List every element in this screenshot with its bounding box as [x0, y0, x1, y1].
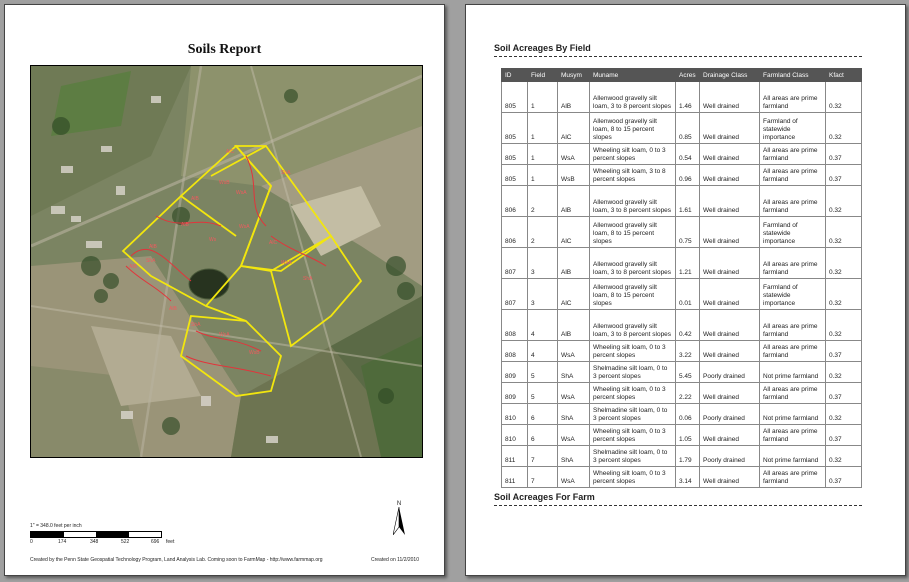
- north-arrow-icon: [393, 507, 405, 535]
- table-cell-farmland: All areas are prime farmland: [760, 467, 826, 488]
- scale-tick-labels: [30, 538, 180, 546]
- table-cell-muname: Allenwood gravelly silt loam, 3 to 8 percent slopes: [590, 248, 676, 279]
- table-cell-field: 6: [528, 404, 558, 425]
- table-cell-id: 810: [502, 404, 528, 425]
- table-cell-field: 4: [528, 341, 558, 362]
- map-label: WsA: [281, 260, 292, 266]
- column-header: ID: [502, 69, 528, 82]
- scale-tick: feet: [166, 539, 175, 545]
- table-row: [502, 165, 862, 186]
- table-cell-farmland: All areas are prime farmland: [760, 165, 826, 186]
- table-cell-drainage: Well drained: [700, 467, 760, 488]
- table-cell-id: 806: [502, 217, 528, 248]
- credit-text: Created by the Penn State Geospatial Technology Program, Land Analysis Lab. Coming soon to FarmMap - http://www.farmmap.org: [30, 557, 323, 563]
- table-cell-kfact: 0.37: [826, 425, 862, 446]
- table-cell-drainage: Poorly drained: [700, 446, 760, 467]
- scale-tick: 522: [121, 539, 130, 545]
- map-label: AlB: [149, 244, 157, 250]
- table-cell-field: 7: [528, 446, 558, 467]
- table-cell-kfact: 0.32: [826, 279, 862, 310]
- table-cell-farmland: All areas are prime farmland: [760, 186, 826, 217]
- table-cell-drainage: Well drained: [700, 279, 760, 310]
- table-cell-field: 2: [528, 217, 558, 248]
- scale-tick: 348: [90, 539, 99, 545]
- table-cell-musym: ShA: [558, 446, 590, 467]
- table-row: [502, 310, 862, 341]
- table-row: [502, 279, 862, 310]
- table-cell-muname: Shelmadine silt loam, 0 to 3 percent slopes: [590, 404, 676, 425]
- table-cell-musym: AlB: [558, 248, 590, 279]
- scale-bar: [30, 531, 162, 538]
- table-cell-kfact: 0.37: [826, 144, 862, 165]
- report-page-table: [465, 4, 906, 576]
- column-header: Kfact: [826, 69, 862, 82]
- table-cell-acres: 3.22: [676, 341, 700, 362]
- table-cell-acres: 1.21: [676, 248, 700, 279]
- table-cell-acres: 1.46: [676, 82, 700, 113]
- table-cell-acres: 0.01: [676, 279, 700, 310]
- table-cell-musym: WsB: [558, 165, 590, 186]
- table-cell-musym: WsA: [558, 383, 590, 404]
- table-row: [502, 362, 862, 383]
- table-cell-farmland: All areas are prime farmland: [760, 248, 826, 279]
- table-cell-field: 5: [528, 383, 558, 404]
- table-cell-id: 809: [502, 383, 528, 404]
- table-cell-field: 1: [528, 144, 558, 165]
- map-label: WsA: [239, 224, 250, 230]
- table-row: [502, 82, 862, 113]
- map-label: AlB: [181, 222, 189, 228]
- table-cell-muname: Shelmadine silt loam, 0 to 3 percent slopes: [590, 362, 676, 383]
- created-date: Created on 11/2/2010: [370, 557, 419, 563]
- table-cell-farmland: Not prime farmland: [760, 362, 826, 383]
- table-row: [502, 144, 862, 165]
- map-label: ShA: [281, 170, 291, 176]
- map-label: ShA: [191, 322, 201, 328]
- table-cell-drainage: Well drained: [700, 383, 760, 404]
- aerial-map[interactable]: [30, 65, 423, 458]
- table-cell-field: 6: [528, 425, 558, 446]
- table-cell-kfact: 0.32: [826, 404, 862, 425]
- report-title: Soils Report: [187, 42, 262, 57]
- table-row: [502, 217, 862, 248]
- table-cell-muname: Allenwood gravelly silt loam, 8 to 15 percent slopes: [590, 279, 676, 310]
- map-label: AlC: [226, 149, 235, 155]
- table-cell-muname: Wheeling silt loam, 0 to 3 percent slopes: [590, 425, 676, 446]
- table-cell-musym: AlB: [558, 310, 590, 341]
- table-cell-farmland: Not prime farmland: [760, 404, 826, 425]
- column-header: Acres: [676, 69, 700, 82]
- scale-tick: 0: [30, 539, 33, 545]
- map-label: WsB: [249, 350, 260, 356]
- table-cell-drainage: Well drained: [700, 144, 760, 165]
- table-cell-musym: WsA: [558, 144, 590, 165]
- table-cell-muname: Wheeling silt loam, 0 to 3 percent slopes: [590, 383, 676, 404]
- table-cell-acres: 5.45: [676, 362, 700, 383]
- table-row: [502, 248, 862, 279]
- table-cell-farmland: All areas are prime farmland: [760, 425, 826, 446]
- table-cell-muname: Wheeling silt loam, 0 to 3 percent slopes: [590, 144, 676, 165]
- table-cell-field: 7: [528, 467, 558, 488]
- table-row: [502, 186, 862, 217]
- table-cell-drainage: Well drained: [700, 186, 760, 217]
- table-cell-acres: 0.06: [676, 404, 700, 425]
- table-cell-id: 811: [502, 446, 528, 467]
- table-cell-farmland: Farmland of statewide importance: [760, 279, 826, 310]
- divider: [494, 505, 862, 506]
- table-cell-musym: ShA: [558, 362, 590, 383]
- column-header: Muname: [590, 69, 676, 82]
- table-cell-kfact: 0.32: [826, 186, 862, 217]
- report-page-map: [4, 4, 445, 576]
- scale-bar-block: [30, 523, 180, 546]
- section-title-by-field: Soil Acreages By Field: [494, 43, 591, 53]
- table-cell-id: 808: [502, 310, 528, 341]
- column-header: Drainage Class: [700, 69, 760, 82]
- table-cell-muname: Wheeling silt loam, 0 to 3 percent slopes: [590, 467, 676, 488]
- table-cell-id: 810: [502, 425, 528, 446]
- table-cell-acres: 3.14: [676, 467, 700, 488]
- table-cell-id: 807: [502, 279, 528, 310]
- table-cell-id: 806: [502, 186, 528, 217]
- table-cell-farmland: Farmland of statewide importance: [760, 113, 826, 144]
- table-cell-drainage: Well drained: [700, 310, 760, 341]
- table-cell-field: 1: [528, 113, 558, 144]
- table-cell-farmland: Farmland of statewide importance: [760, 217, 826, 248]
- table-cell-kfact: 0.32: [826, 82, 862, 113]
- table-row: [502, 383, 862, 404]
- column-header: Farmland Class: [760, 69, 826, 82]
- table-cell-kfact: 0.32: [826, 113, 862, 144]
- map-label: WsB: [219, 180, 230, 186]
- table-cell-drainage: Well drained: [700, 113, 760, 144]
- table-cell-acres: 1.61: [676, 186, 700, 217]
- scale-tick: 696: [151, 539, 160, 545]
- map-label: ShA: [146, 258, 156, 264]
- table-cell-id: 808: [502, 341, 528, 362]
- table-cell-musym: AlC: [558, 279, 590, 310]
- table-cell-acres: 0.75: [676, 217, 700, 248]
- map-label: AlB: [191, 196, 199, 202]
- table-cell-musym: ShA: [558, 404, 590, 425]
- table-cell-musym: WsA: [558, 425, 590, 446]
- column-header: Musym: [558, 69, 590, 82]
- table-cell-musym: WsA: [558, 341, 590, 362]
- table-row: [502, 446, 862, 467]
- table-cell-musym: AlB: [558, 186, 590, 217]
- map-label: WsA: [236, 190, 247, 196]
- table-cell-kfact: 0.32: [826, 446, 862, 467]
- table-cell-field: 2: [528, 186, 558, 217]
- table-cell-drainage: Well drained: [700, 82, 760, 113]
- table-cell-id: 811: [502, 467, 528, 488]
- scale-note: 1" = 348.0 feet per inch: [30, 523, 82, 529]
- table-cell-acres: 0.85: [676, 113, 700, 144]
- table-cell-kfact: 0.37: [826, 383, 862, 404]
- table-cell-field: 4: [528, 310, 558, 341]
- divider: [494, 56, 862, 57]
- table-cell-farmland: All areas are prime farmland: [760, 383, 826, 404]
- table-cell-musym: AlC: [558, 113, 590, 144]
- table-cell-drainage: Well drained: [700, 341, 760, 362]
- table-cell-kfact: 0.32: [826, 217, 862, 248]
- table-cell-id: 809: [502, 362, 528, 383]
- table-cell-acres: 2.22: [676, 383, 700, 404]
- table-cell-kfact: 0.32: [826, 248, 862, 279]
- table-cell-acres: 0.54: [676, 144, 700, 165]
- table-cell-acres: 1.79: [676, 446, 700, 467]
- table-cell-kfact: 0.37: [826, 341, 862, 362]
- column-header: Field: [528, 69, 558, 82]
- map-label: WsA: [219, 332, 230, 338]
- scale-tick: 174: [58, 539, 67, 545]
- table-cell-field: 3: [528, 248, 558, 279]
- table-cell-muname: Allenwood gravelly silt loam, 3 to 8 percent slopes: [590, 82, 676, 113]
- soil-acreage-table: [501, 68, 862, 488]
- map-label: AlB: [169, 306, 177, 312]
- table-cell-acres: 1.05: [676, 425, 700, 446]
- table-cell-kfact: 0.32: [826, 310, 862, 341]
- table-cell-id: 805: [502, 144, 528, 165]
- table-cell-musym: AlC: [558, 217, 590, 248]
- table-cell-drainage: Poorly drained: [700, 404, 760, 425]
- table-cell-acres: 0.96: [676, 165, 700, 186]
- table-cell-musym: AlB: [558, 82, 590, 113]
- north-label: N: [396, 501, 402, 507]
- table-cell-kfact: 0.37: [826, 165, 862, 186]
- table-cell-id: 805: [502, 82, 528, 113]
- table-cell-farmland: All areas are prime farmland: [760, 310, 826, 341]
- table-cell-farmland: Not prime farmland: [760, 446, 826, 467]
- table-cell-farmland: All areas are prime farmland: [760, 82, 826, 113]
- table-row: [502, 404, 862, 425]
- table-cell-farmland: All areas are prime farmland: [760, 341, 826, 362]
- table-cell-muname: Shelmadine silt loam, 0 to 3 percent slopes: [590, 446, 676, 467]
- table-row: [502, 425, 862, 446]
- table-cell-muname: Wheeling silt loam, 0 to 3 percent slopes: [590, 341, 676, 362]
- table-cell-muname: Allenwood gravelly silt loam, 3 to 8 percent slopes: [590, 186, 676, 217]
- map-label: AlB: [129, 264, 137, 270]
- table-cell-id: 805: [502, 113, 528, 144]
- table-row: [502, 467, 862, 488]
- table-cell-drainage: Well drained: [700, 217, 760, 248]
- table-cell-field: 3: [528, 279, 558, 310]
- table-cell-drainage: Well drained: [700, 425, 760, 446]
- map-label: AlC: [269, 240, 278, 246]
- table-cell-kfact: 0.32: [826, 362, 862, 383]
- table-cell-id: 807: [502, 248, 528, 279]
- table-cell-muname: Wheeling silt loam, 3 to 8 percent slopes: [590, 165, 676, 186]
- section-title-for-farm: Soil Acreages For Farm: [494, 492, 595, 502]
- aerial-map-image: [31, 66, 422, 457]
- table-cell-field: 1: [528, 82, 558, 113]
- table-cell-drainage: Poorly drained: [700, 362, 760, 383]
- table-cell-farmland: All areas are prime farmland: [760, 144, 826, 165]
- table-row: [502, 341, 862, 362]
- table-cell-drainage: Well drained: [700, 165, 760, 186]
- map-label: ShA: [303, 276, 313, 282]
- table-cell-acres: 0.42: [676, 310, 700, 341]
- table-header-row: [502, 69, 862, 82]
- table-cell-muname: Allenwood gravelly silt loam, 8 to 15 percent slopes: [590, 217, 676, 248]
- table-cell-musym: WsA: [558, 467, 590, 488]
- map-label: Ws: [209, 237, 217, 243]
- table-cell-field: 1: [528, 165, 558, 186]
- table-cell-muname: Allenwood gravelly silt loam, 8 to 15 percent slopes: [590, 113, 676, 144]
- table-cell-id: 805: [502, 165, 528, 186]
- table-cell-drainage: Well drained: [700, 248, 760, 279]
- table-body: [502, 82, 862, 488]
- table-row: [502, 113, 862, 144]
- table-cell-field: 5: [528, 362, 558, 383]
- north-arrow: [393, 501, 405, 540]
- table-cell-kfact: 0.37: [826, 467, 862, 488]
- table-cell-muname: Allenwood gravelly silt loam, 3 to 8 percent slopes: [590, 310, 676, 341]
